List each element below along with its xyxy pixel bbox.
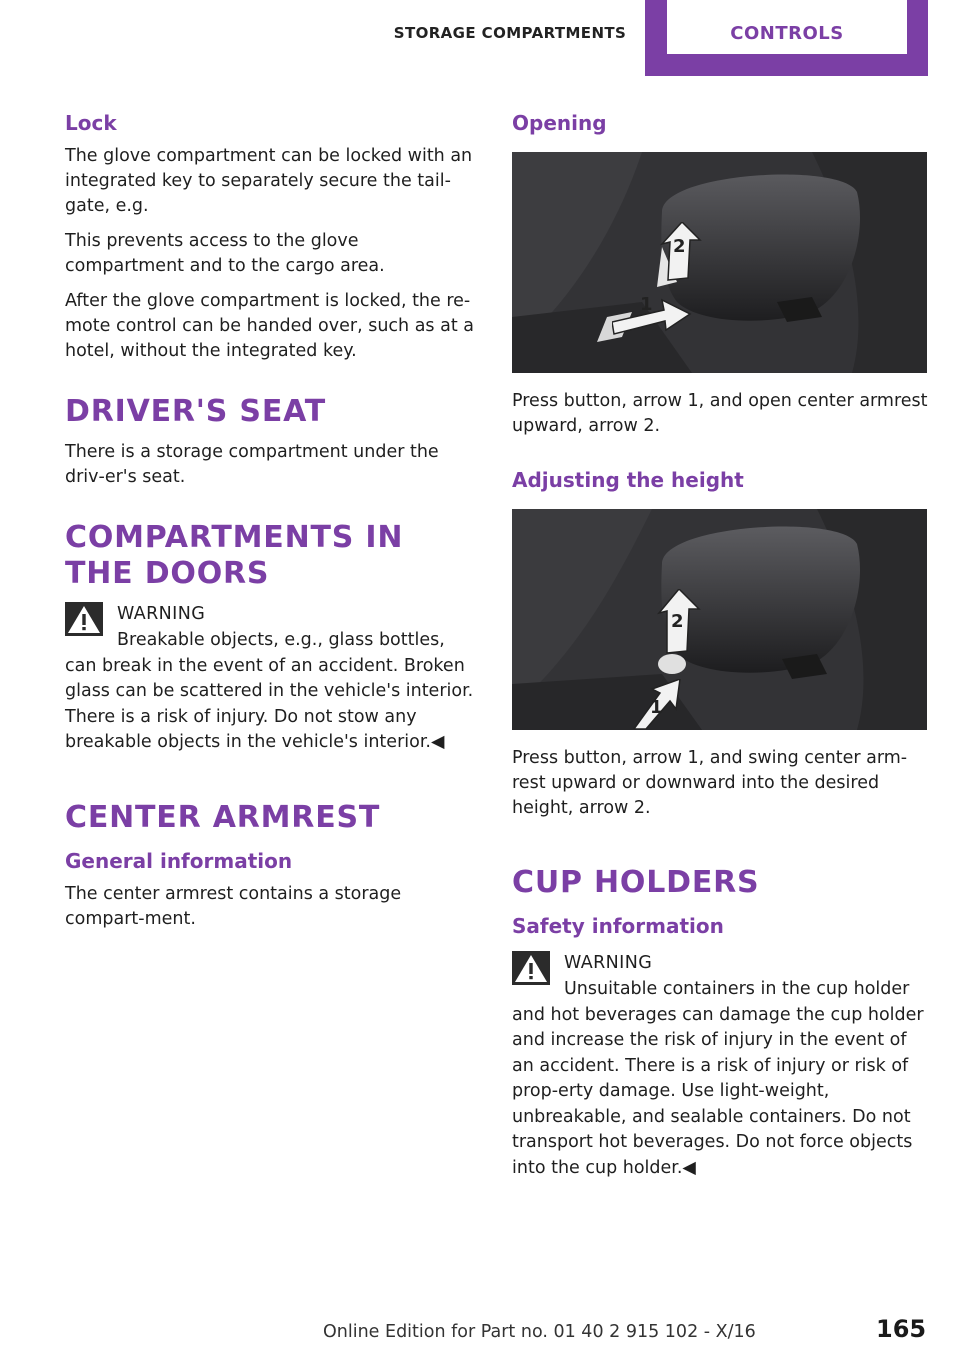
header-section-title: STORAGE COMPARTMENTS <box>393 24 627 42</box>
armrest-opening-illustration <box>512 152 927 373</box>
lock-heading: Lock <box>65 111 117 135</box>
arrow-2-label: 2 <box>673 236 686 257</box>
left-column <box>65 108 475 942</box>
adjusting-height-caption: Press button, arrow 1, and swing center arm‐rest upward or downward into the desired height, arrow 2. <box>512 748 908 818</box>
general-information-text: The center armrest contains a storage compart‐ment. <box>65 883 402 929</box>
footer-edition: Online Edition for Part no. 01 40 2 915 102 - X/16 <box>323 1322 756 1342</box>
armrest-height-illustration <box>512 509 927 730</box>
right-column <box>512 108 930 1181</box>
header-chapter-tab[interactable] <box>645 0 928 76</box>
general-information-heading: General information <box>65 848 293 873</box>
lock-paragraph-3: After the glove compartment is locked, the re‐mote control can be handed over, such as at a hotel, without the integrated key. <box>65 291 474 361</box>
lock-paragraph-1: The glove compartment can be locked with an integrated key to separately secure the tail‐gate, e.g. <box>65 146 473 216</box>
warning-triangle-icon <box>512 951 550 985</box>
center-armrest-heading: CENTER ARMREST <box>65 799 381 835</box>
opening-caption: Press button, arrow 1, and open center armrest upward, arrow 2. <box>512 391 928 436</box>
doors-warning-text: Breakable objects, e.g., glass bottles, can break in the event of an accident. Broken glass can be scattered in the vehicle's interior. There is a risk of injury. Do not stow any breakable objects in the vehicle's interior.◀ <box>65 630 474 752</box>
cup-holders-heading: CUP HOLDERS <box>512 865 760 900</box>
header-chapter-tab-label: CONTROLS <box>667 0 907 54</box>
doors-warning-block <box>65 602 475 756</box>
page-number: 165 <box>876 1315 927 1343</box>
safety-information-heading: Safety information <box>512 914 724 938</box>
drivers-seat-text: There is a storage compartment under the driv‐er's seat. <box>65 442 439 487</box>
cup-warning-label: WARNING <box>564 953 653 973</box>
adjusting-height-heading: Adjusting the height <box>512 468 744 492</box>
cup-warning-text: Unsuitable containers in the cup holder and hot beverages can damage the cup holder and increase the risk of injury in the event of an accident. There is a risk of injury or risk of prop‐erty damage. Use light-weight, unbreakable, and sealable containers. Do not transport hot beverages. Do not force objects into the cup holder.◀ <box>512 979 924 1178</box>
warning-triangle-icon <box>65 602 103 636</box>
lock-paragraph-2: This prevents access to the glove compartment and to the cargo area. <box>65 231 385 276</box>
opening-heading: Opening <box>512 111 607 135</box>
armrest-height-photo <box>512 509 927 730</box>
arrow-1-label: 1 <box>640 294 653 315</box>
armrest-opening-photo <box>512 152 927 373</box>
drivers-seat-heading: DRIVER'S SEAT <box>65 394 327 429</box>
arrow-1-label: 1 <box>650 697 663 718</box>
arrow-2-label: 2 <box>671 611 684 632</box>
cup-warning-block <box>512 951 930 1181</box>
door-compartments-heading: COMPARTMENTS IN THE DOORS <box>65 520 404 591</box>
doors-warning-label: WARNING <box>117 604 206 624</box>
